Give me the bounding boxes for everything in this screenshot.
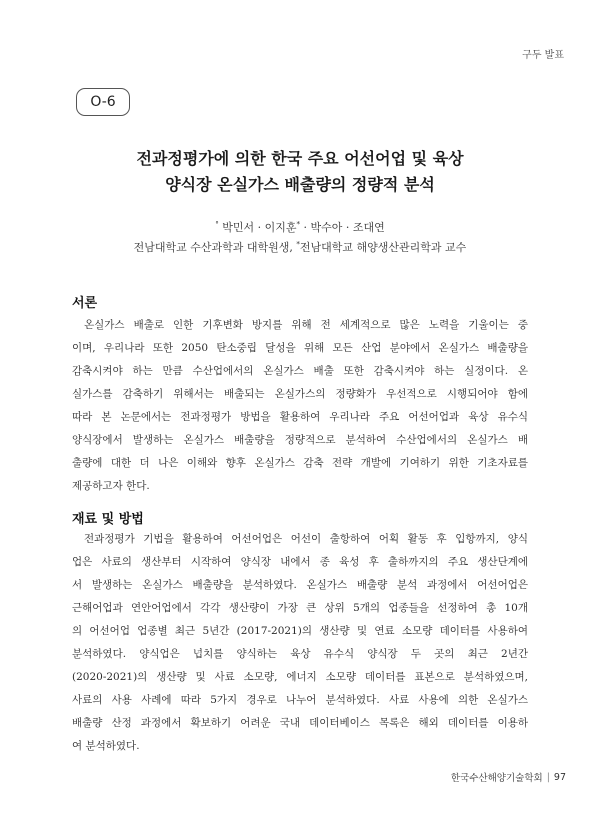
paragraph-line: 근해어업과 연안어업에서 각각 생산량이 가장 큰 상위 5개의 업종들을 선정하여 총 10개 <box>72 602 528 614</box>
page-footer <box>451 770 566 784</box>
paragraph-line: 따라 본 논문에서는 전과정평가 방법을 활용하여 우리나라 주요 어선어업과 육상 유수식 <box>72 411 528 423</box>
author-names-rest: · 박수아 · 조대연 <box>300 221 385 234</box>
author-names <box>60 218 540 238</box>
paragraph-line: 실가스를 감축하기 위해서는 배출되는 온실가스의 정량화가 우선적으로 시행되어야 함에 <box>72 388 528 400</box>
footer-society: 한국수산해양기술학회 <box>450 773 543 784</box>
running-header: 구두 발표 <box>522 50 564 61</box>
corresponding-marker: * <box>296 220 300 229</box>
page-number: 97 <box>553 771 566 783</box>
paragraph-line: 업은 사료의 생산부터 시작하여 양식장 내에서 종 육성 후 출하까지의 주요 생산단계에 <box>72 556 528 568</box>
presenter-marker: ° <box>215 220 219 229</box>
author-affiliation <box>60 238 540 258</box>
title-line-2: 양식장 온실가스 배출량의 정량적 분석 <box>165 175 435 194</box>
paragraph-line: 배출량 산정 과정에서 확보하기 어려운 국내 데이터베이스 목록은 해외 데이터를 이용하 <box>72 717 528 729</box>
author-names-first: 박민서 · 이지훈 <box>222 221 297 234</box>
paragraph-line: 분석하였다. 양식업은 넙치를 양식하는 육상 유수식 양식장 두 곳의 최근 2년간 <box>72 648 528 660</box>
affiliation-student: 전남대학교 수산과학과 대학원생, <box>133 241 297 254</box>
section-body-methods <box>72 528 528 758</box>
footer-separator: | <box>546 771 550 783</box>
paragraph-line: 의 어선어업 업종별 최근 5년간 (2017-2021)의 생산량 및 연료 소모량 데이터를 사용하여 <box>72 625 528 637</box>
abstract-id-badge: O-6 <box>76 88 130 116</box>
paragraph-line: (2020-2021)의 생산량 및 사료 소모량, 에너지 소모량 데이터를 표본으로 분석하였으며, <box>72 671 528 683</box>
paragraph-line: 서 발생하는 온실가스 배출량을 분석하였다. 온실가스 배출량 분석 과정에서 어선어업은 <box>72 579 528 591</box>
paragraph-line: 사료의 사용 사례에 따라 5가지 경우로 나누어 분석하였다. 사료 사용에 의한 온실가스 <box>72 694 528 706</box>
paragraph-line: 제공하고자 한다. <box>72 480 150 492</box>
affiliation-star: * <box>296 240 300 249</box>
paper-title <box>60 146 540 198</box>
paragraph-line: 감축시켜야 하는 만큼 수산업에서의 온실가스 배출 또한 감축시켜야 하는 실정이다. 온 <box>72 365 528 377</box>
author-block <box>60 218 540 258</box>
paragraph-line: 이며, 우리나라 또한 2050 탄소중립 달성을 위해 모든 산업 분야에서 온실가스 배출량을 <box>72 342 528 354</box>
paragraph-line: 전과정평가 기법을 활용하여 어선어업은 어선이 출항하여 어획 활동 후 입항까지, 양식 <box>84 533 528 545</box>
section-heading-methods: 재료 및 방법 <box>72 512 144 527</box>
paragraph-line: 출량에 대한 더 나은 이해와 향후 온실가스 감축 전략 개발에 기여하기 위한 기초자료를 <box>72 457 528 469</box>
affiliation-professor: 전남대학교 해양생산관리학과 교수 <box>299 241 467 254</box>
title-line-1: 전과정평가에 의한 한국 주요 어선어업 및 육상 <box>136 149 464 168</box>
paragraph-line: 양식장에서 발생하는 온실가스 배출량을 정량적으로 분석하여 수산업에서의 온실가스 배 <box>72 434 528 446</box>
section-body-intro <box>72 314 528 498</box>
paragraph-line: 온실가스 배출로 인한 기후변화 방지를 위해 전 세계적으로 많은 노력을 기울이는 중 <box>84 319 528 331</box>
section-heading-intro: 서론 <box>72 296 98 311</box>
paragraph-line: 여 분석하였다. <box>72 740 140 752</box>
